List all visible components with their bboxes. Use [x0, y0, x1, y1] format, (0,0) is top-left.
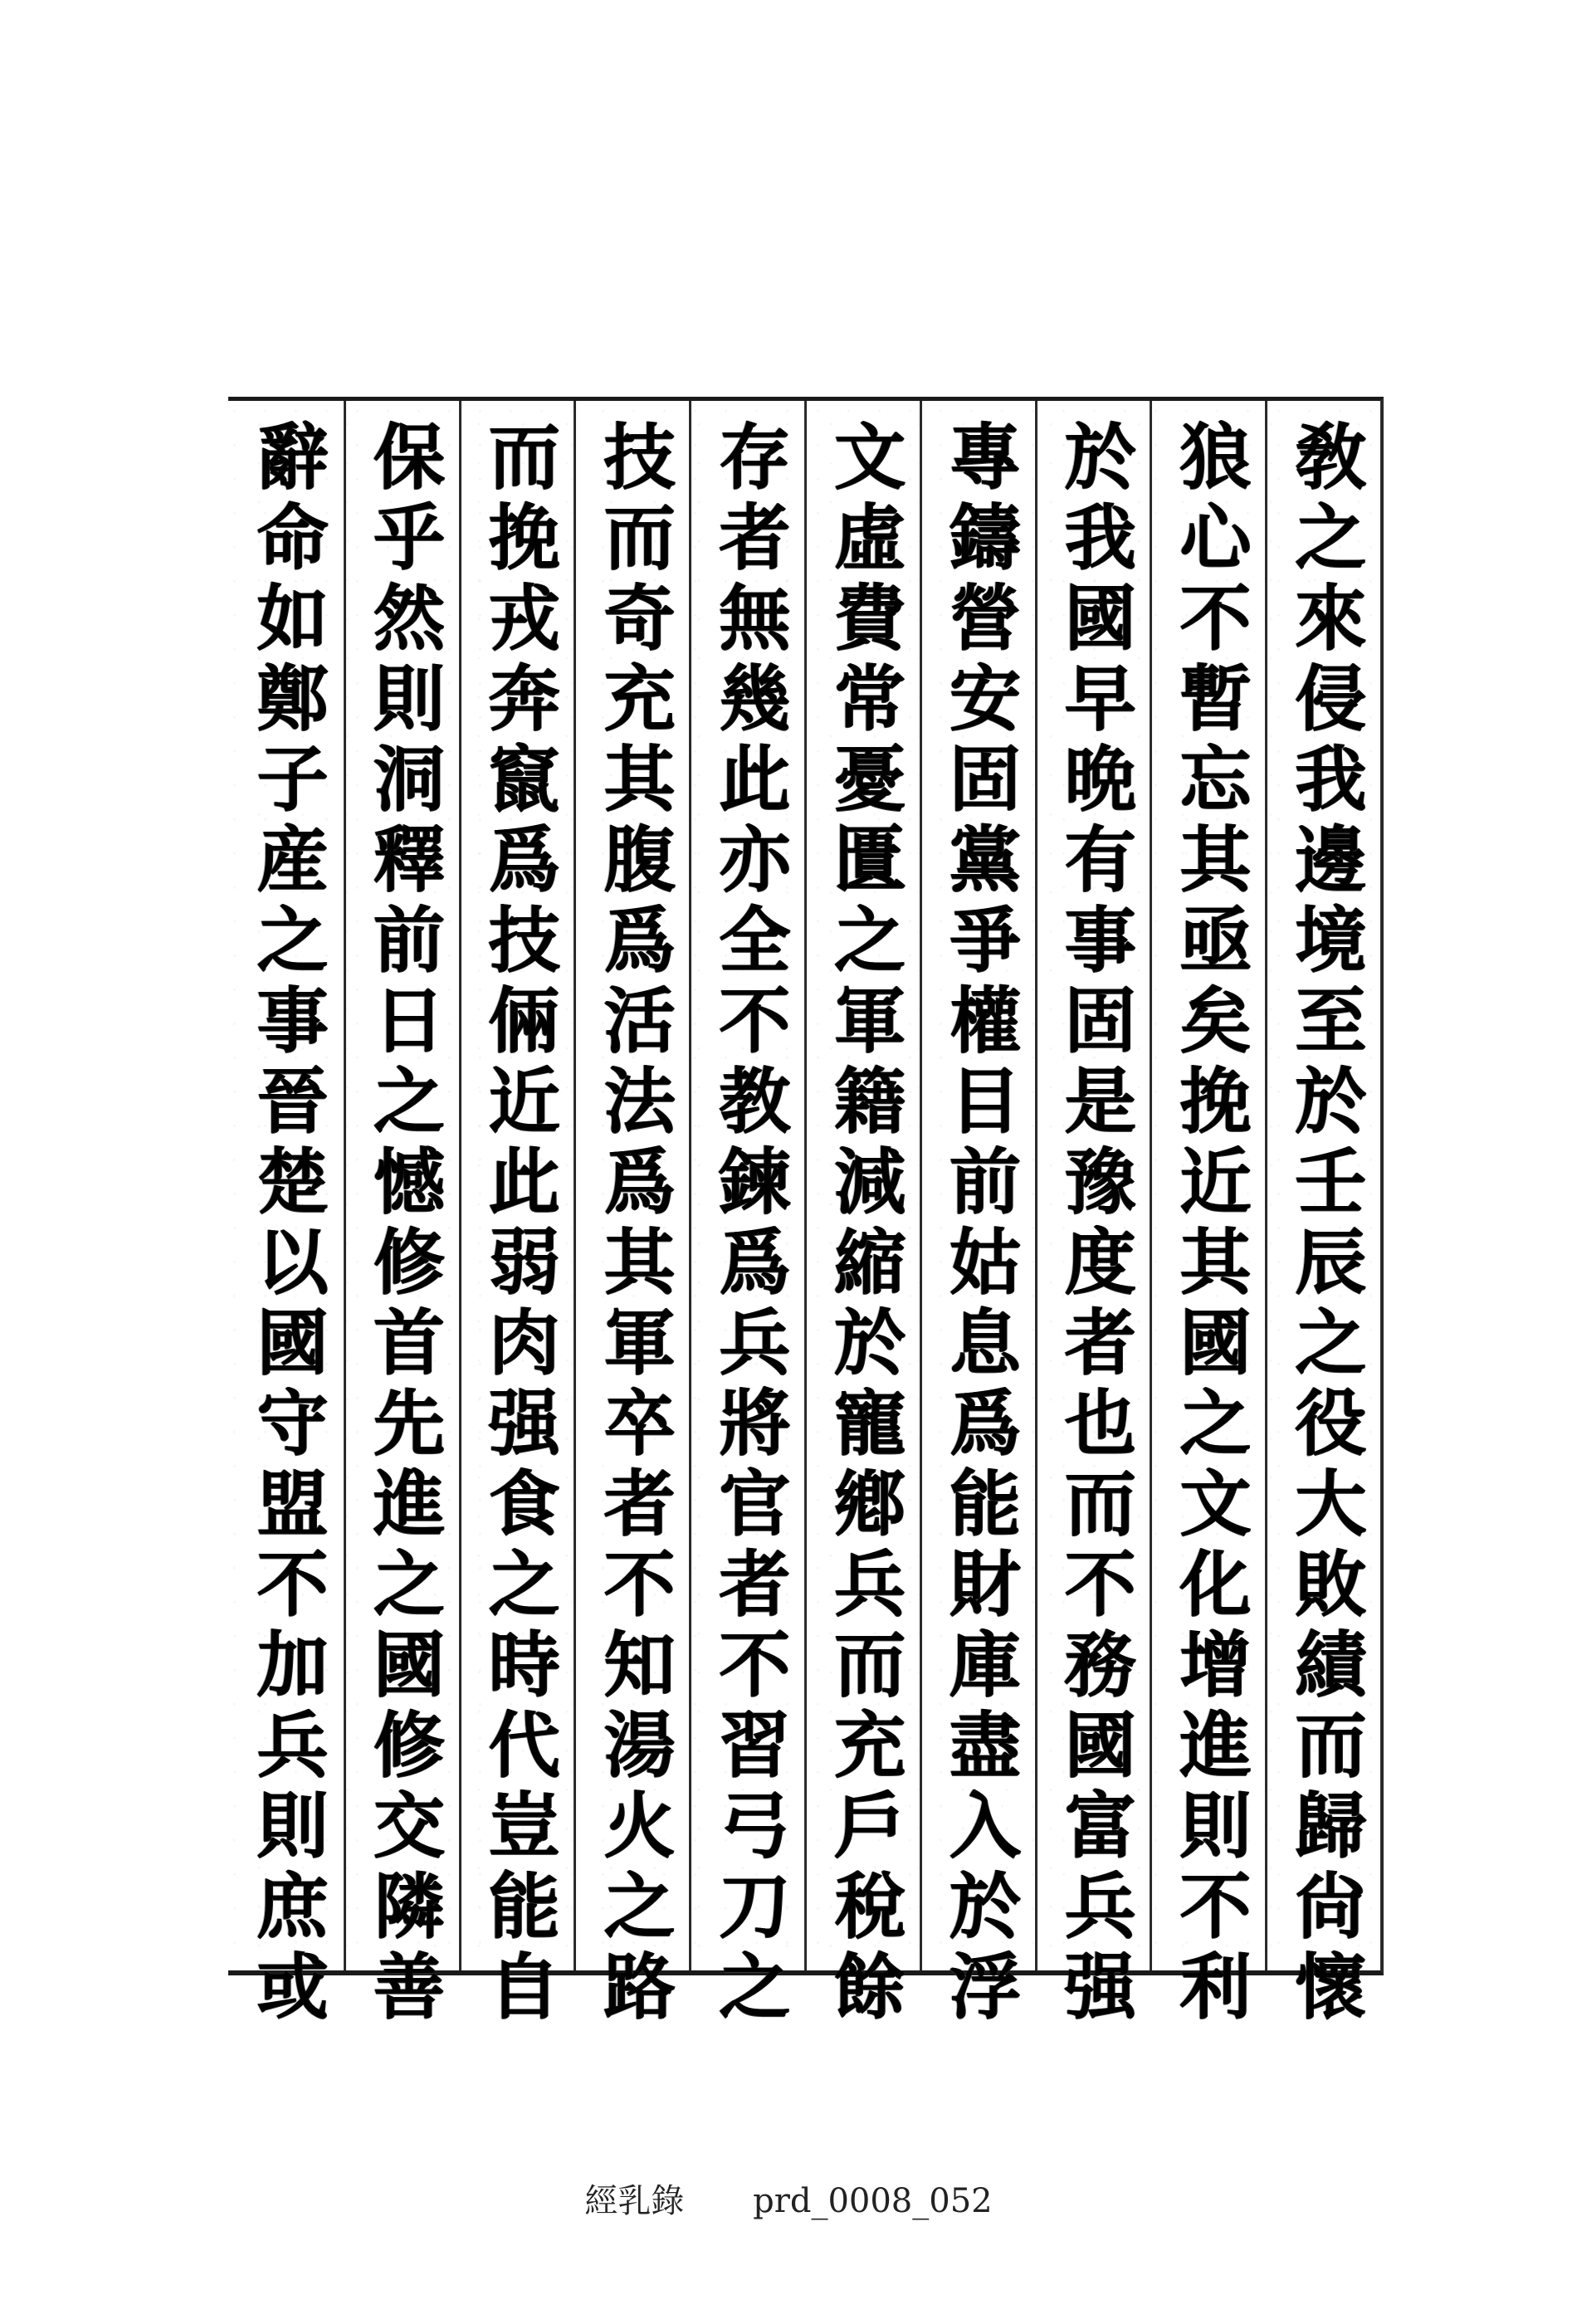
text-column-9 [344, 401, 459, 2029]
manuscript-frame [228, 397, 1384, 2029]
text-column-4 [920, 401, 1035, 2029]
text-column-10 [228, 401, 344, 2029]
column-text: 而挽戎奔竄爲技倆近此弱肉强食之時代豈能自 [476, 419, 560, 2029]
column-text: 於我國早晩有事固是豫度者也而不務國富兵强 [1052, 419, 1136, 2029]
column-text: 專鑄營安固黨爭權目前姑息爲能財庫盡入於浮 [936, 419, 1021, 2029]
text-column-8 [459, 401, 574, 2029]
document-title: 經乳錄 [584, 2182, 685, 2220]
column-text: 狼心不暫忘其亟矣挽近其國之文化增進則不利 [1167, 419, 1252, 2029]
text-column-5 [804, 401, 920, 2029]
text-column-6 [689, 401, 804, 2029]
column-text: 辭命如鄭子産之事晉楚以國守盟不加兵則庶或 [244, 419, 329, 2029]
page-footer [0, 2175, 1577, 2222]
column-text: 文虛費常憂匱之軍籍減縮於寵鄕兵而充戶稅餘 [821, 419, 906, 2029]
text-column-3 [1035, 401, 1150, 2029]
column-text: 敎之來侵我邊境至於壬辰之役大敗績而歸尙懷 [1282, 419, 1367, 2029]
column-text: 保乎然則洞釋前日之憾修首先進之國修交隣善 [360, 419, 445, 2029]
page-identifier: prd_0008_052 [753, 2182, 993, 2220]
text-column-7 [574, 401, 689, 2029]
column-text: 技而奇充其腹爲活法爲其軍卒者不知湯火之路 [591, 419, 676, 2029]
text-column-1 [1265, 401, 1380, 2029]
column-text: 存者無幾此亦全不教鍊爲兵將官者不習弓刀之 [706, 419, 791, 2029]
text-columns [228, 401, 1380, 2029]
text-column-2 [1150, 401, 1265, 2029]
